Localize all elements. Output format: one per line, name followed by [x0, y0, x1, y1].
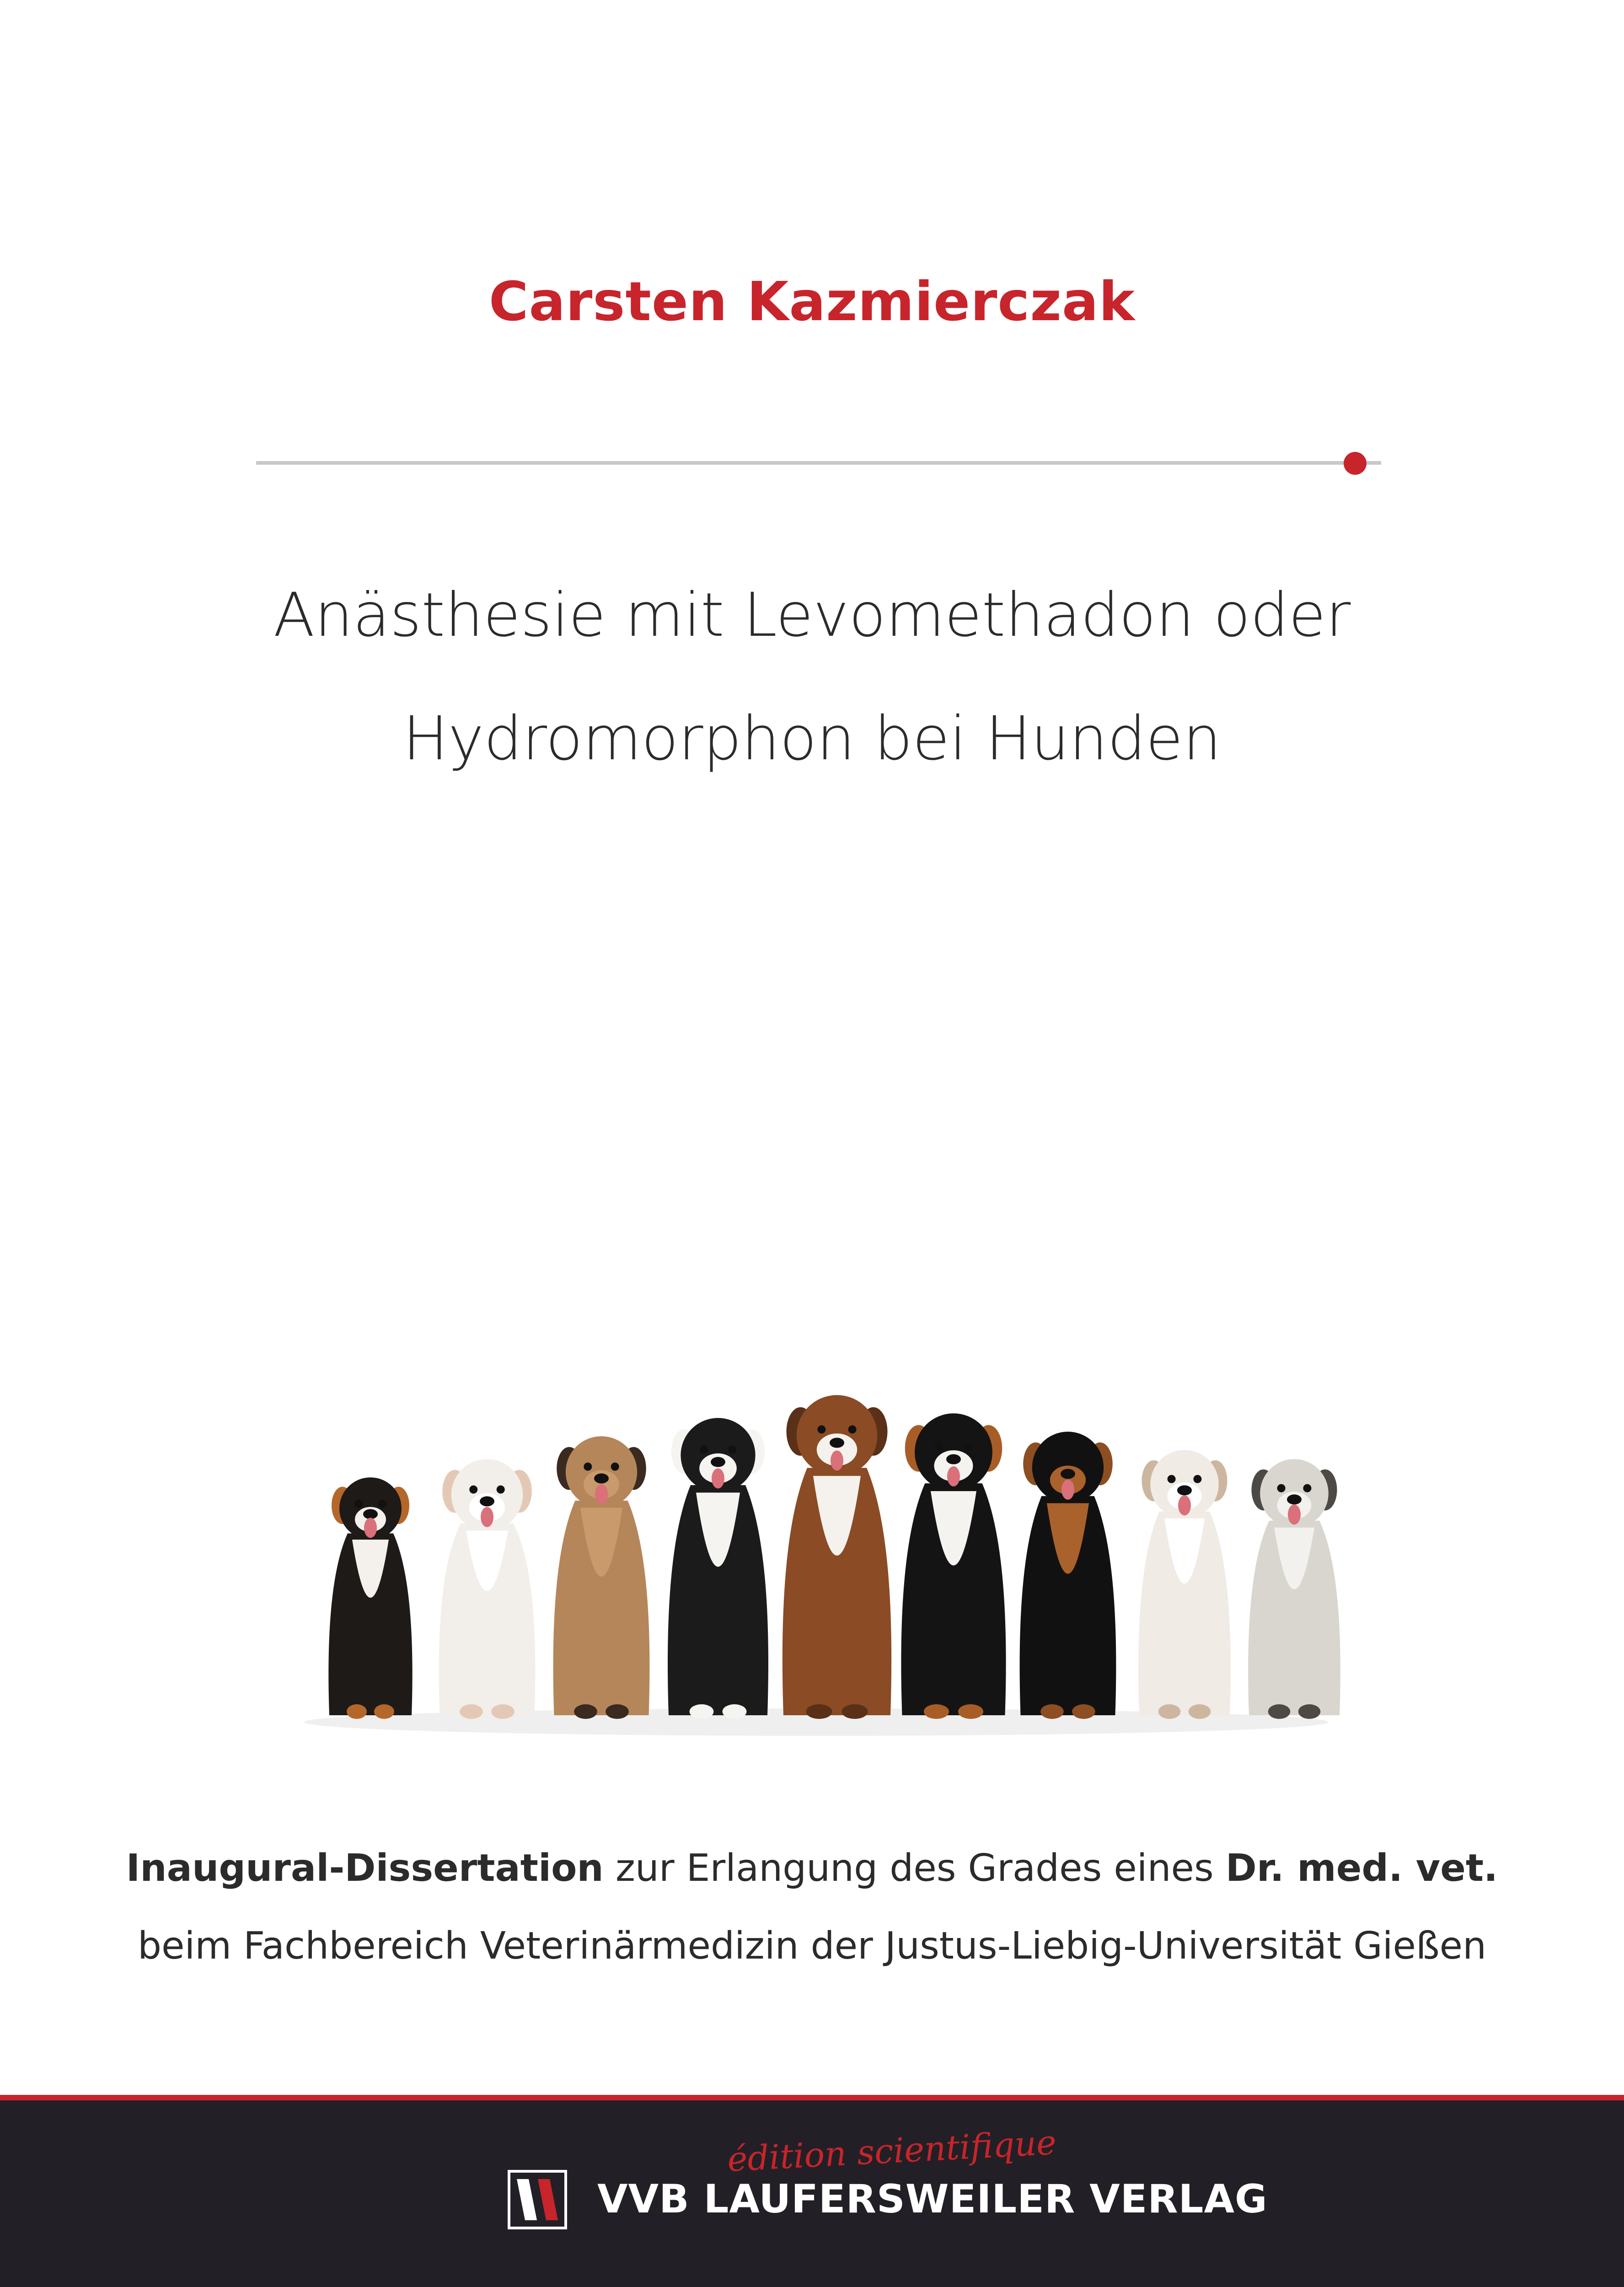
title-line-2: Hydromorphon bei Hunden: [402, 703, 1222, 774]
divider-rule: [256, 461, 1381, 465]
publisher-logo: [0, 2122, 1624, 2222]
publisher-name: VVB LAUFERSWEILER VERLAG: [597, 2176, 1268, 2222]
bearded-collie-icon: [1248, 1459, 1340, 1719]
dissertation-line-1: [0, 1830, 1624, 1907]
dissertation-line-2: beim Fachbereich Veterinärmedizin der Justus-Liebig-Universität Gießen: [137, 1924, 1487, 1968]
author-name: Carsten Kazmierczak: [488, 270, 1136, 333]
dissertation-type: Inaugural-Dissertation: [126, 1847, 604, 1890]
edition-scientifique-script: édition scientifique: [726, 2123, 1057, 2180]
dogs-row-photo: [284, 1395, 1349, 1743]
bernese-mountain-dog-icon: [901, 1413, 1006, 1719]
degree-name: Dr. med. vet.: [1225, 1847, 1498, 1890]
red-dot-icon: [1344, 452, 1367, 475]
book-title: [0, 553, 1624, 800]
landseer-icon: [668, 1418, 768, 1719]
dissertation-note: [0, 1830, 1624, 1985]
swiss-mountain-dog-icon: [328, 1477, 412, 1719]
publisher-mark-icon: [508, 2170, 567, 2229]
saint-bernard-icon: [783, 1395, 891, 1719]
dissertation-purpose: zur Erlangung des Grades eines: [603, 1847, 1226, 1890]
rottweiler-icon: [1020, 1432, 1116, 1719]
white-bulldog-icon: [439, 1459, 536, 1719]
title-line-1: Anästhesie mit Levomethadon oder: [273, 580, 1351, 650]
footer-red-line: [0, 2095, 1624, 2100]
mastiff-icon: [553, 1436, 650, 1719]
american-bulldog-icon: [1138, 1450, 1231, 1719]
